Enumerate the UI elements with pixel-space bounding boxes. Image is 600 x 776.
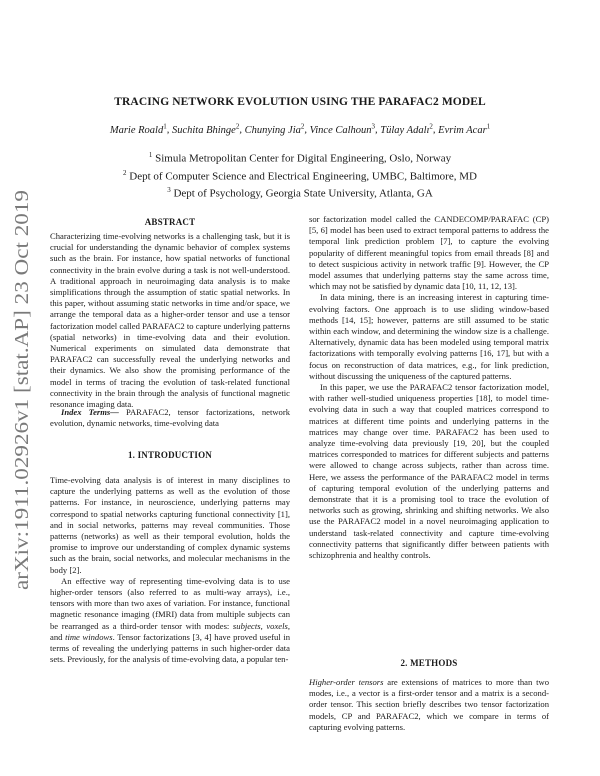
right-column-body <box>309 214 549 561</box>
author: Marie Roald$^1$ <box>109 122 167 136</box>
author: Tülay Adalı$^2$ <box>380 122 433 136</box>
methods-paragraph: Higher-order tensors are extensions of matrices to more than two modes, i.e., a vector is a first-order tensor and a matrix is a second-order tensor. This section briefly describes two tensor factorization models, CP and PARAFAC2, which we compare in terms of capturing evolving patterns. <box>309 677 549 732</box>
paper-title: TRACING NETWORK EVOLUTION USING THE PARAFAC2 MODEL <box>114 96 486 108</box>
right-paragraph-3: In this paper, we use the PARAFAC2 tensor factorization model, with rather well-studied uniqueness properties [18], to model time-evolving data in such a way that coupled matrices correspond to matrices at different time points and underlying patterns in the matrices may change over time. PARAFAC2 has been used to analyze time-evolving data previously [19, 20], but the coupled matrices corresponded to matrices for different subjects and patterns were allowed to change across subjects, rather than across time. Here, we assess the performance of the PARAFAC2 model in terms of capturing temporal evolution of the underlying patterns and demonstrate that it is a promising tool to trace the evolution of networks such as growing, shrinking and shifting networks. We also use the PARAFAC2 model in a novel neuroimaging application to understand task-related connectivity and capture time-evolving connectivity patterns that significantly differ between patients with schizophrenia and healthy controls. <box>309 382 549 561</box>
intro-paragraph-2: An effective way of representing time-evolving data is to use higher-order tensors (also referred to as multi-way arrays), i.e., tensors with more than two axes of variation. For instance, functional magnetic resonance imaging (fMRI) data from multiple subjects can be rearranged as a third-order tensor with modes: subjects, voxels, and time windows. Tensor factorizations [3, 4] have proved useful in terms of revealing the underlying patterns in such higher-order data sets. Previously, for the analysis of time-evolving data, a popular ten- <box>50 575 291 665</box>
author: Chunying Jia$^2$ <box>244 122 305 136</box>
arxiv-stamp <box>2 180 38 600</box>
methods-heading: 2. METHODS <box>400 658 458 668</box>
author: Suchita Bhinge$^2$ <box>171 122 240 136</box>
author: Evrim Acar$^1$ <box>438 122 491 136</box>
intro-paragraph-1: Time-evolving data analysis is of interest in many disciplines to capture the underlying patterns as well as the evolution of those patterns. For instance, in neuroscience, underlying patterns may correspond to spatial networks capturing functional connectivity [1], and in social networks, patterns may reveal communities. Those patterns (networks) as well as their temporal evolution, holds the promise to improve our understanding of complex dynamic systems such as the brain, social networks, and molecular mechanisms in the body [2]. <box>50 475 290 575</box>
index-terms-text: PARAFAC2, tensor factorizations, network evolution, dynamic networks, time-evolving data <box>50 407 291 429</box>
affiliations <box>60 148 540 201</box>
intro-body <box>50 475 290 665</box>
affiliation: $^2$ Dept of Computer Science and Electrical Engineering, UMBC, Baltimore, MD <box>123 168 477 183</box>
affiliation: $^3$ Dept of Psychology, Georgia State University, Atlanta, GA <box>167 186 433 200</box>
index-terms <box>50 407 290 429</box>
arxiv-stamp-text: arXiv:1911.02926v1 [stat.AP] 23 Oct 2019 <box>12 252 33 590</box>
intro-heading: 1. INTRODUCTION <box>127 450 212 460</box>
abstract-text: Characterizing time-evolving networks is a challenging task, but it is crucial for understanding the dynamic behavior of complex systems such as the brain. For instance, how spatial networks of functional connectivity in the brain evolve during a task is not well-understood. A traditional approach in neuroimaging data analysis is to make simplifications through the assumption of static spatial networks. In this paper, without assuming static networks in time and/or space, we arrange the temporal data as a higher-order tensor and use a tensor factorization model called PARAFAC2 to capture underlying patterns (spatial networks) in time-evolving data and their evolution. Numerical experiments on simulated data demonstrate that PARAFAC2 can successfully reveal the underlying networks and their dynamics. We also show the promising performance of the model in terms of tracing the evolution of task-related functional connectivity in the brain through the analysis of functional magnetic resonance imaging data. <box>50 231 290 410</box>
index-terms-label: Index Terms— <box>61 407 119 417</box>
right-paragraph-1: sor factorization model called the CANDECOMP/PARAFAC (CP) [5, 6] model has been used to extract temporal patterns to address the temporal link prediction problem [7], to capture the evolving popularity of different meaningful topics from email threads [8] and to detect suspicious activity in network traffic [9]. However, the CP model assumes that underlying patterns stay the same across time, which may not be satisfied by dynamic data [10, 11, 12, 13]. <box>309 214 549 292</box>
affiliation: $^1$ Simula Metropolitan Center for Digital Engineering, Oslo, Norway <box>148 151 452 165</box>
methods-body <box>309 677 549 733</box>
right-paragraph-2: In data mining, there is an increasing interest in capturing time-evolving factors. One approach is to use sliding window-based methods [14, 15]; however, patterns are still assumed to be static within each window, and determining the window size is a challenge. Alternatively, dynamic data has been modeled using temporal matrix factorizations with temporally evolving patterns [16, 17], but with a focus on reconstruction of data matrices, e.g., for link prediction, without discussing the uniqueness of the captured patterns. <box>309 292 549 381</box>
author-list: Marie Roald$^1$, Suchita Bhinge$^2$, Chunying Jia$^2$, Vince Calhoun$^3$, Tülay Adalı$^2$, Evrim Acar$^1$ <box>109 122 491 136</box>
abstract-heading: ABSTRACT <box>144 217 196 227</box>
author: Vince Calhoun$^3$ <box>309 122 376 136</box>
abstract-body <box>50 231 290 410</box>
